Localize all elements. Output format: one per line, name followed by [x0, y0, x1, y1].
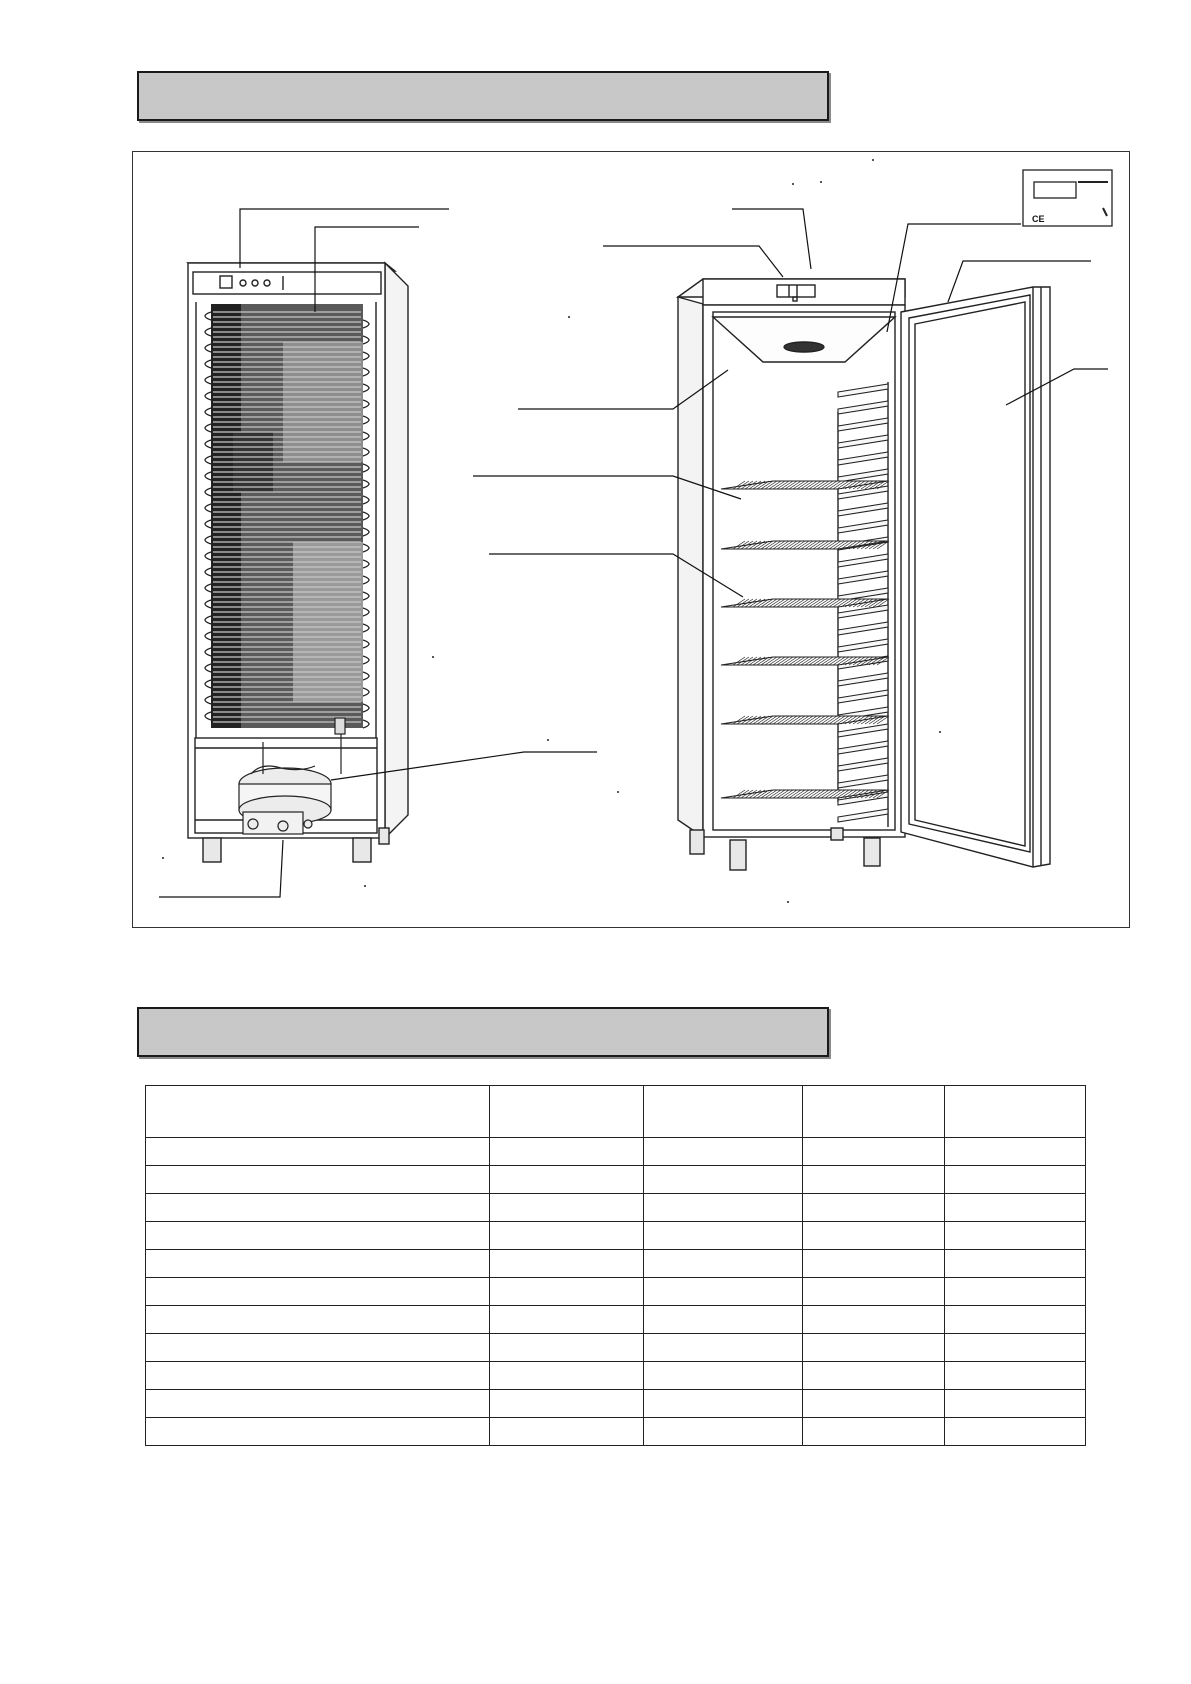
table-row — [146, 1390, 1086, 1418]
table-cell — [644, 1250, 803, 1278]
table-cell — [146, 1166, 490, 1194]
table-cell — [146, 1362, 490, 1390]
table-cell — [945, 1362, 1086, 1390]
condenser-coil — [211, 304, 363, 728]
table-cell — [490, 1418, 644, 1446]
table-cell — [490, 1362, 644, 1390]
table-cell — [146, 1278, 490, 1306]
table-cell — [945, 1086, 1086, 1138]
table-cell — [803, 1278, 945, 1306]
open-door — [901, 287, 1050, 867]
table-cell — [803, 1194, 945, 1222]
table-cell — [490, 1086, 644, 1138]
table-cell — [945, 1390, 1086, 1418]
table-cell — [490, 1138, 644, 1166]
ce-mark: CE — [1032, 214, 1045, 224]
table-cell — [644, 1166, 803, 1194]
table-cell — [945, 1334, 1086, 1362]
table-cell — [490, 1250, 644, 1278]
table-row — [146, 1334, 1086, 1362]
section-heading-bar-1 — [137, 71, 829, 121]
table-row — [146, 1362, 1086, 1390]
table-row — [146, 1166, 1086, 1194]
table-row — [146, 1418, 1086, 1446]
table-cell — [644, 1362, 803, 1390]
table-cell — [644, 1418, 803, 1446]
table-cell — [945, 1166, 1086, 1194]
table-cell — [644, 1390, 803, 1418]
table-cell — [490, 1222, 644, 1250]
table-cell — [146, 1250, 490, 1278]
table-cell — [490, 1194, 644, 1222]
table-cell — [644, 1086, 803, 1138]
section-heading-bar-2 — [137, 1007, 829, 1057]
specification-table — [145, 1085, 1086, 1446]
table-row — [146, 1278, 1086, 1306]
table-row — [146, 1306, 1086, 1334]
table-cell — [803, 1306, 945, 1334]
table-row — [146, 1250, 1086, 1278]
table-header-row — [146, 1086, 1086, 1138]
refrigerator-illustration — [133, 152, 1131, 929]
table-cell — [490, 1306, 644, 1334]
table-cell — [490, 1166, 644, 1194]
table-cell — [644, 1138, 803, 1166]
table-cell — [803, 1418, 945, 1446]
table-cell — [803, 1250, 945, 1278]
table-row — [146, 1138, 1086, 1166]
table-cell — [146, 1138, 490, 1166]
table-cell — [945, 1250, 1086, 1278]
table-cell — [644, 1278, 803, 1306]
table-cell — [803, 1362, 945, 1390]
table-cell — [803, 1086, 945, 1138]
table-row — [146, 1194, 1086, 1222]
table-cell — [803, 1166, 945, 1194]
figure-frame — [132, 151, 1130, 928]
table-cell — [146, 1390, 490, 1418]
table-cell — [146, 1222, 490, 1250]
table-cell — [146, 1194, 490, 1222]
table-cell — [945, 1418, 1086, 1446]
table-row — [146, 1222, 1086, 1250]
table-cell — [945, 1138, 1086, 1166]
table-cell — [644, 1306, 803, 1334]
table-cell — [644, 1194, 803, 1222]
table-cell — [146, 1086, 490, 1138]
table-cell — [945, 1306, 1086, 1334]
table-cell — [803, 1334, 945, 1362]
table-cell — [490, 1390, 644, 1418]
table-cell — [945, 1222, 1086, 1250]
table-cell — [490, 1334, 644, 1362]
table-cell — [945, 1278, 1086, 1306]
table-cell — [146, 1306, 490, 1334]
table-cell — [490, 1278, 644, 1306]
table-cell — [644, 1222, 803, 1250]
table-cell — [644, 1334, 803, 1362]
table-cell — [146, 1418, 490, 1446]
table-cell — [803, 1390, 945, 1418]
table-cell — [803, 1222, 945, 1250]
table-cell — [803, 1138, 945, 1166]
table-cell — [945, 1194, 1086, 1222]
table-cell — [146, 1334, 490, 1362]
